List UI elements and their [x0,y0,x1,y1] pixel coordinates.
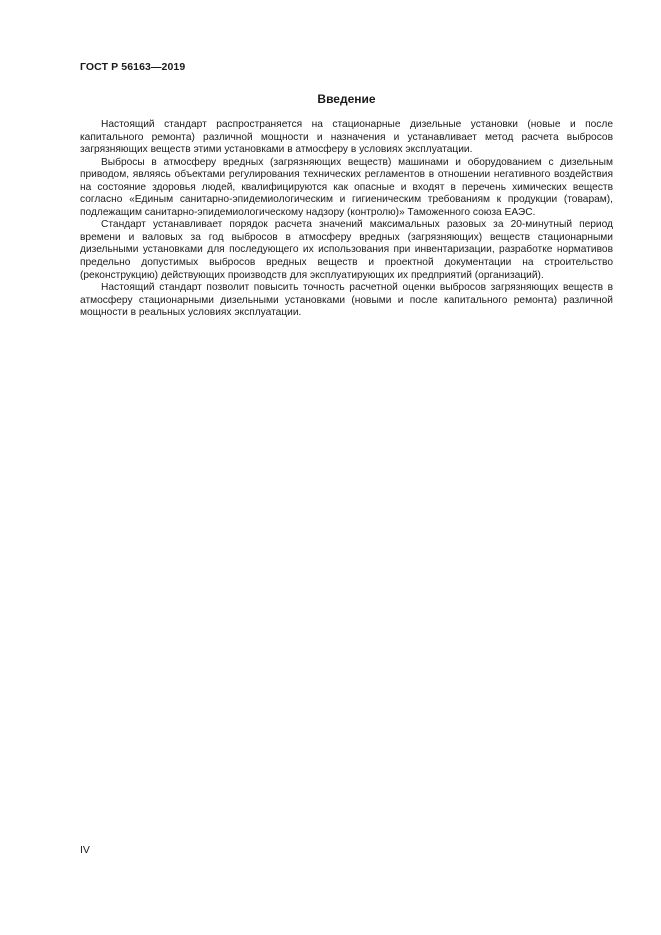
paragraph-2: Выбросы в атмосферу вредных (загрязняющих веществ) машинами и оборудованием с дизельным приводом, являясь объектами регулирования технических регламентов в отношении негативного воздействия на состояние здоровья людей, квалифицируются как опасные и входят в перечень химических веществ согласно «Единым санитарно-эпидемиологическим и гигиеническим требованиям к продукции (товарам), подлежащим санитарно-эпидемиологическому надзору (контролю)» Таможенного союза ЕАЭС. [80,156,613,218]
section-title: Введение [317,92,376,106]
document-code: ГОСТ Р 56163—2019 [80,61,186,73]
paragraph-4: Настоящий стандарт позволит повысить точность расчетной оценки выбросов загрязняющих веществ в атмосферу стационарными дизельными установками (новыми и после капитального ремонта) различной мощности в реальных условиях эксплуатации. [80,282,613,319]
body-text [80,119,613,320]
page-number: IV [80,844,90,856]
paragraph-1: Настоящий стандарт распространяется на стационарные дизельные установки (новые и после капитального ремонта) различной мощности и назначения и устанавливает метод расчета выбросов загрязняющих веществ этими установками в атмосферу в условиях эксплуатации. [80,119,613,156]
paragraph-3: Стандарт устанавливает порядок расчета значений максимальных разовых за 20-минутный период времени и валовых за год выбросов в атмосферу вредных (загрязняющих) веществ стационарными дизельными установками для последующего их использования при инвентаризации, разработке нормативов предельно допустимых выбросов вредных веществ и проектной документации на строительство (реконструкцию) действующих производств для эксплуатирующих их предприятий (организаций). [80,219,613,281]
